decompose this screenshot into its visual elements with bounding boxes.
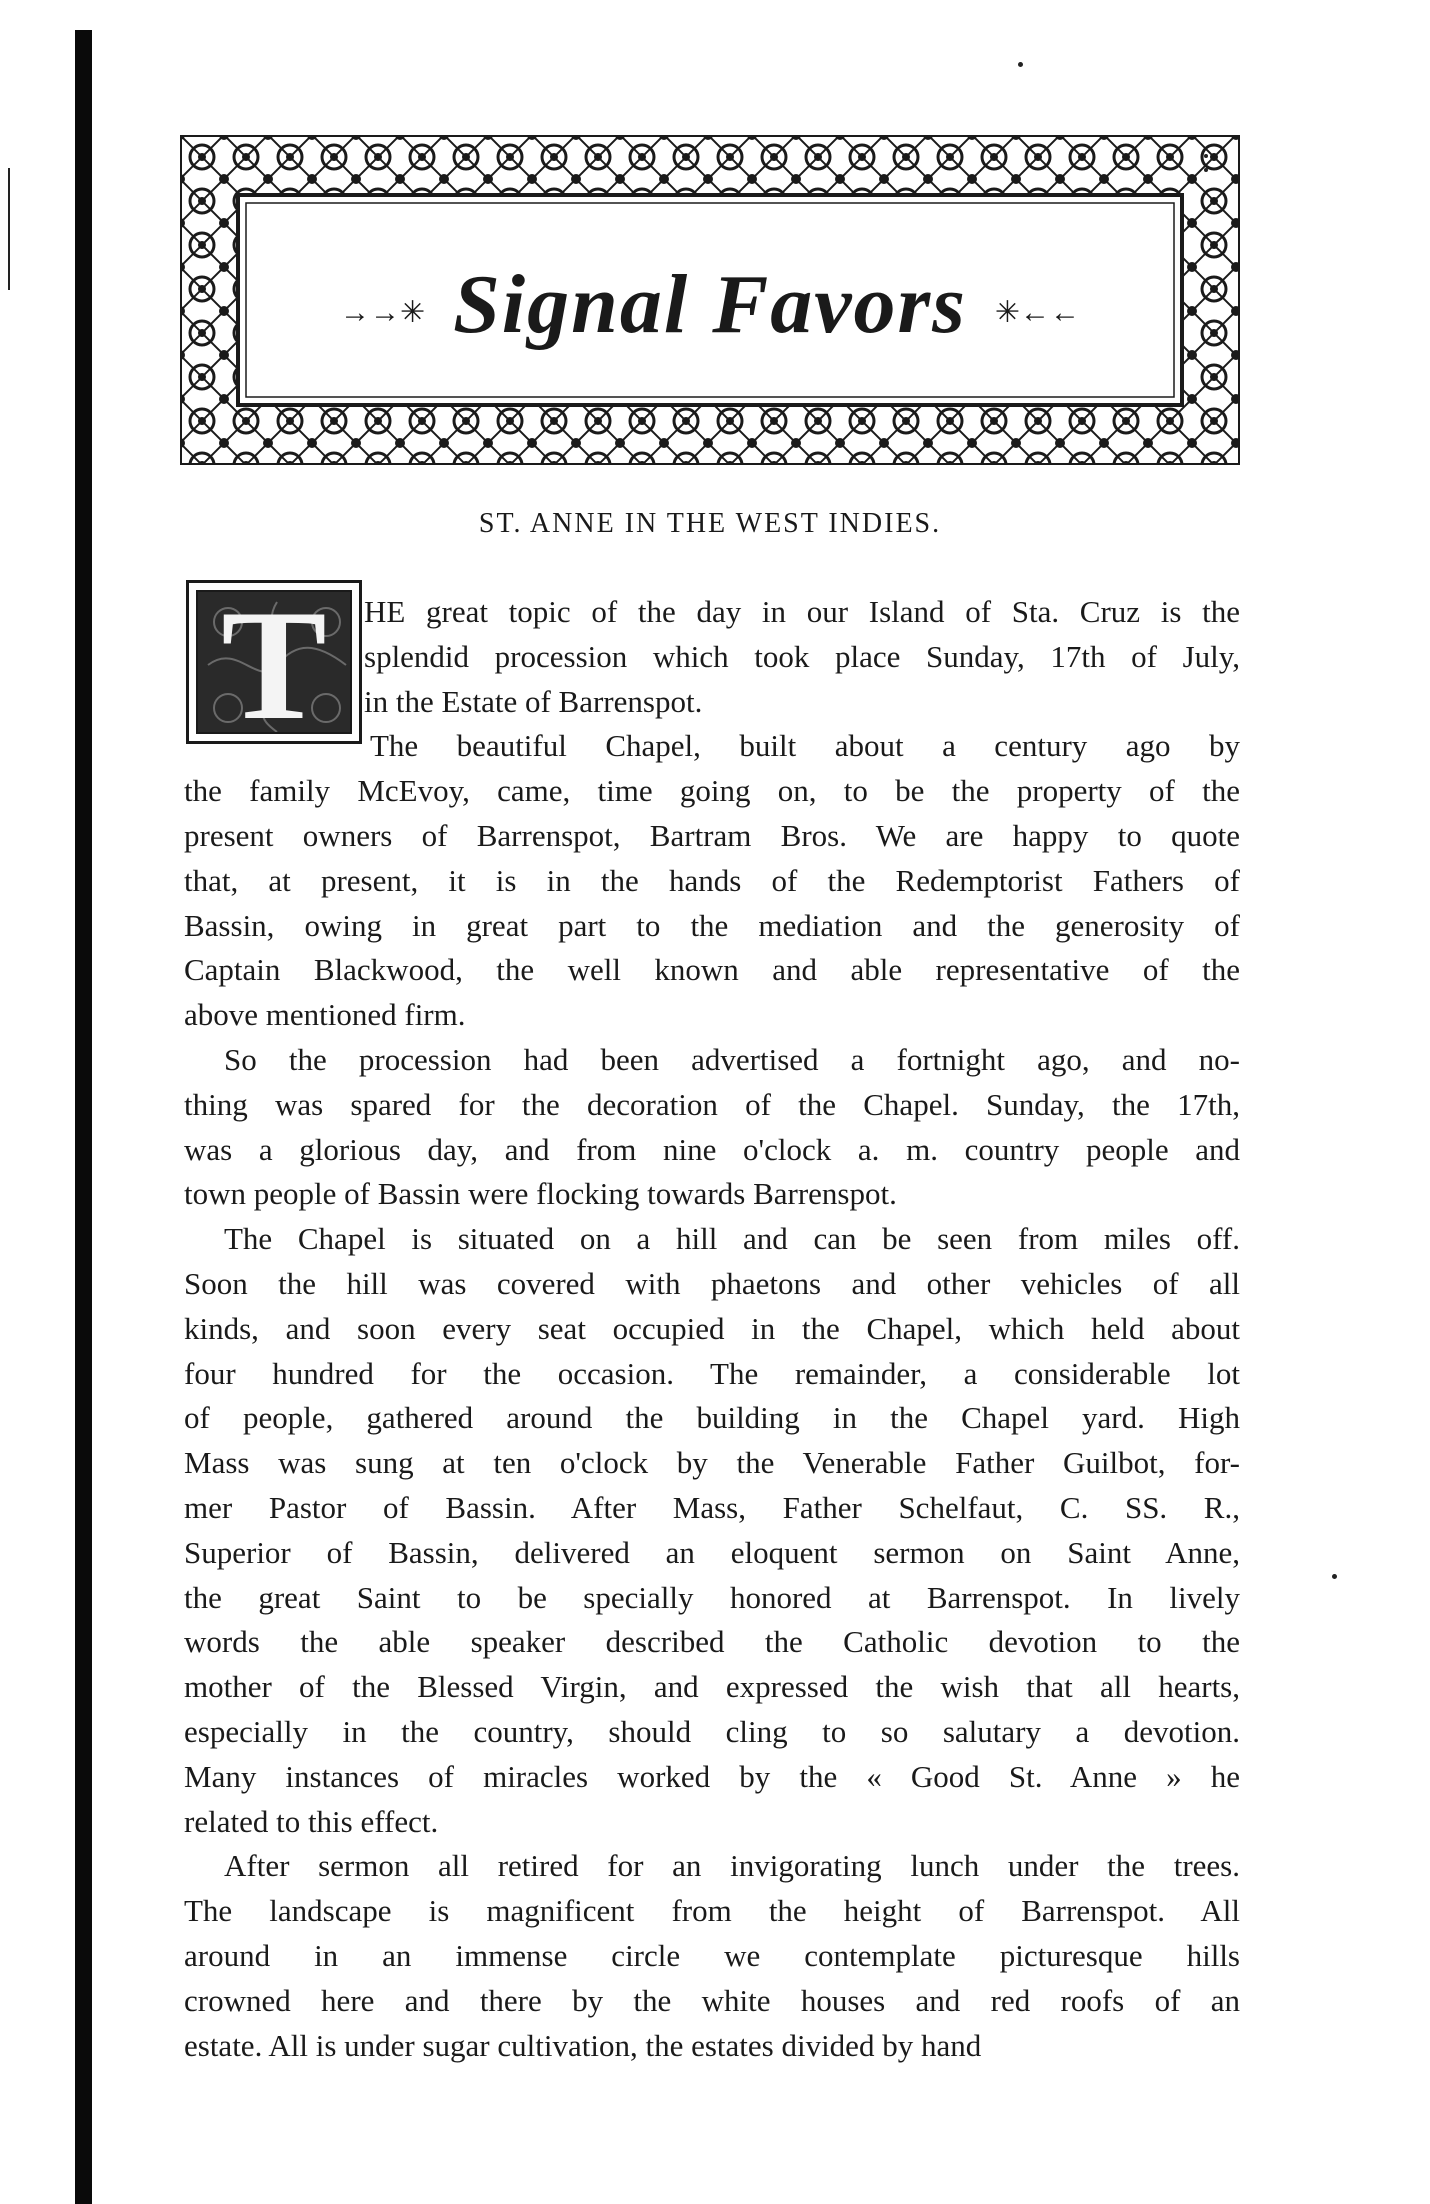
text-line: four hundred for the occasion. The remainder, a considerable lot [184,1356,1240,1391]
text-line: After sermon all retired for an invigorating lunch under the trees. [224,1848,1240,1883]
text-line: mer Pastor of Bassin. After Mass, Father Schelfaut, C. SS. R., [184,1490,1240,1525]
binding-edge [75,30,92,2204]
text-line: was a glorious day, and from nine o'clock a. m. country people and [184,1132,1240,1167]
text-line: related to this effect. [184,1804,439,1839]
text-line: The landscape is magnificent from the height of Barrenspot. All [184,1893,1240,1928]
text-line: Captain Blackwood, the well known and able representative of the [184,952,1240,987]
text-line: The Chapel is situated on a hill and can be seen from miles off. [224,1221,1240,1256]
flourish-left: →→✳ [339,295,426,329]
text-line: words the able speaker described the Catholic devotion to the [184,1624,1240,1659]
text-line: in the Estate of Barrenspot. [364,684,703,719]
text-line: town people of Bassin were flocking towards Barrenspot. [184,1176,897,1211]
drop-cap-panel [196,590,352,734]
text-line: estate. All is under sugar cultivation, the estates divided by hand [184,2028,982,2063]
text-line: crowned here and there by the white houses and red roofs of an [184,1983,1240,2018]
text-line: above mentioned firm. [184,997,466,1032]
text-line: The beautiful Chapel, built about a century ago by [370,728,1240,763]
text-line: Mass was sung at ten o'clock by the Venerable Father Guilbot, for- [184,1445,1240,1480]
text-line: that, at present, it is in the hands of the Redemptorist Fathers of [184,863,1240,898]
flourish-right: ✳←← [994,295,1081,329]
speck-dot [1332,1574,1337,1579]
text-line: splendid procession which took place Sunday, 17th of July, [364,639,1240,674]
text-line: especially in the country, should cling to so salutary a devotion. [184,1714,1240,1749]
text-line: present owners of Barrenspot, Bartram Bros. We are happy to quote [184,818,1240,853]
margin-mark [8,168,10,290]
text-line: So the procession had been advertised a fortnight ago, and no- [224,1042,1240,1077]
speck-dot [1018,62,1023,67]
text-line: Superior of Bassin, delivered an eloquent sermon on Saint Anne, [184,1535,1240,1570]
text-line: Soon the hill was covered with phaetons and other vehicles of all [184,1266,1240,1301]
ornamental-banner [180,135,1240,465]
text-line: thing was spared for the decoration of the Chapel. Sunday, the 17th, [184,1087,1240,1122]
drop-cap [186,580,362,744]
banner-title-text: Signal Favors [453,258,967,351]
text-line: mother of the Blessed Virgin, and expressed the wish that all hearts, [184,1669,1240,1704]
text-line: the great Saint to be specially honored at Barrenspot. In lively [184,1580,1240,1615]
banner-title [180,260,1240,358]
text-line: Bassin, owing in great part to the mediation and the generosity of [184,908,1240,943]
drop-cap-letter: T [221,590,327,734]
text-line: the family McEvoy, came, time going on, to be the property of the [184,773,1240,808]
text-line: HE great topic of the day in our Island of Sta. Cruz is the [364,594,1240,629]
text-line: around in an immense circle we contemplate picturesque hills [184,1938,1240,1973]
text-line: Many instances of miracles worked by the « Good St. Anne » he [184,1759,1240,1794]
article-heading: ST. ANNE IN THE WEST INDIES. [478,508,942,539]
text-line: of people, gathered around the building in the Chapel yard. High [184,1400,1240,1435]
text-line: kinds, and soon every seat occupied in the Chapel, which held about [184,1311,1240,1346]
